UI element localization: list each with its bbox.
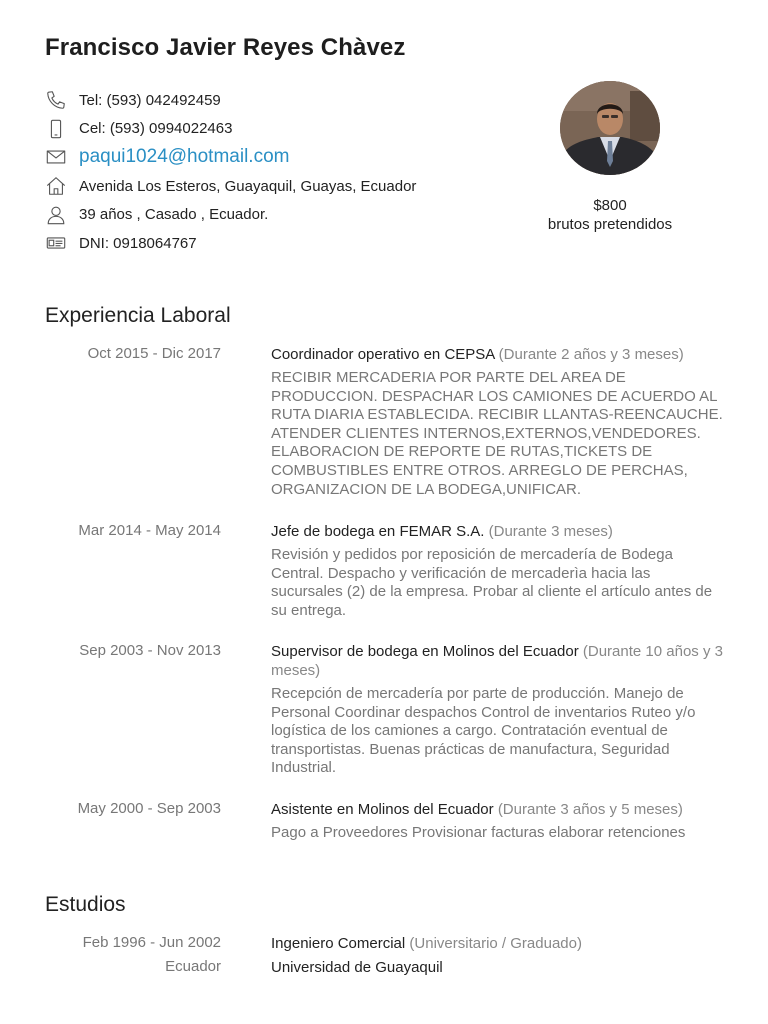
experience-dates: Oct 2015 - Dic 2017 xyxy=(87,345,221,362)
contact-dni xyxy=(45,229,416,258)
cel-text: Cel: (593) 0994022463 xyxy=(79,120,233,138)
experience-dates: Mar 2014 - May 2014 xyxy=(78,522,221,539)
email-link[interactable]: paqui1024@hotmail.com xyxy=(79,146,290,168)
experience-role: Jefe de bodega en FEMAR S.A. xyxy=(271,523,485,540)
experience-duration: (Durante 3 meses) xyxy=(488,523,613,540)
contact-email xyxy=(45,143,416,172)
experience-head xyxy=(271,345,726,364)
experience-head xyxy=(271,522,726,541)
experience-role: Asistente en Molinos del Ecuador xyxy=(271,801,494,818)
education-level: (Universitario / Graduado) xyxy=(409,935,582,952)
education-institution: Universidad de Guayaquil xyxy=(271,959,443,976)
experience-description: Pago a Proveedores Provisionar facturas elaborar retenciones xyxy=(271,824,686,841)
experience-description: Revisión y pedidos por reposición de mercadería de Bodega Central. Despacho y verificación de mercaderìa hacia las sucursales (2) de la empresa. Probar al cliente el artículo antes de su entrega. xyxy=(271,546,713,619)
contact-address xyxy=(45,172,416,201)
candidate-name: Francisco Javier Reyes Chàvez xyxy=(45,34,406,61)
experience-head xyxy=(271,642,726,680)
profile-photo xyxy=(560,81,660,175)
experience-head xyxy=(271,800,726,819)
id-card-icon xyxy=(45,232,67,254)
mail-icon xyxy=(45,146,67,168)
tel-text: Tel: (593) 042492459 xyxy=(79,91,221,109)
mobile-icon xyxy=(45,118,67,140)
education-head xyxy=(271,934,726,953)
phone-icon xyxy=(45,89,67,111)
experience-description: Recepción de mercadería por parte de producción. Manejo de Personal Coordinar despachos Control de inventarios Ruteo y/o logística de los camiones a cargo. Contratación eventual de transportistas. Buenas prácticas de manufactura, Seguridad Industrial. xyxy=(271,685,696,777)
education-dates: Feb 1996 - Jun 2002 xyxy=(82,934,221,951)
experience-role: Supervisor de bodega en Molinos del Ecuador xyxy=(271,643,579,660)
experience-duration: (Durante 2 años y 3 meses) xyxy=(498,346,684,363)
education-degree: Ingeniero Comercial xyxy=(271,935,406,952)
dni-text: DNI: 0918064767 xyxy=(79,234,197,252)
salary-amount: $800 xyxy=(593,197,627,214)
contact-list xyxy=(45,86,416,258)
salary-label: brutos pretendidos xyxy=(547,216,673,233)
experience-dates: May 2000 - Sep 2003 xyxy=(77,800,221,817)
personal-text: 39 años , Casado , Ecuador. xyxy=(79,206,269,224)
education-location: Ecuador xyxy=(165,958,221,975)
home-icon xyxy=(45,175,67,197)
education-title: Estudios xyxy=(45,893,126,916)
experience-duration: (Durante 3 años y 5 meses) xyxy=(497,801,683,818)
experience-role: Coordinador operativo en CEPSA xyxy=(271,346,495,363)
experience-title: Experiencia Laboral xyxy=(45,304,231,327)
experience-duration: (Durante 10 años y 3 meses) xyxy=(271,643,723,679)
contact-tel xyxy=(45,86,416,115)
contact-personal xyxy=(45,200,416,229)
experience-description: RECIBIR MERCADERIA POR PARTE DEL AREA DE PRODUCCION. DESPACHAR LOS CAMIONES DE ACUERDO AL RUTA DIARIA ESTABLECIDA. RECIBIR LLANTAS-REENCAUCHE. ATENDER CLIENTES INTERNOS,EXTERNOS,VENDEDORES. ELABORACION DE REPORTE DE RUTAS,TICKETS DE COMBUSTIBLES ENTRE OTROS. ARREGLO DE PERCHAS, ORGANIZACION DE LA BODEGA,UNIFICAR. xyxy=(271,369,723,498)
experience-dates: Sep 2003 - Nov 2013 xyxy=(79,642,221,659)
person-icon xyxy=(45,204,67,226)
contact-cel xyxy=(45,115,416,144)
address-text: Avenida Los Esteros, Guayaquil, Guayas, Ecuador xyxy=(79,177,417,195)
